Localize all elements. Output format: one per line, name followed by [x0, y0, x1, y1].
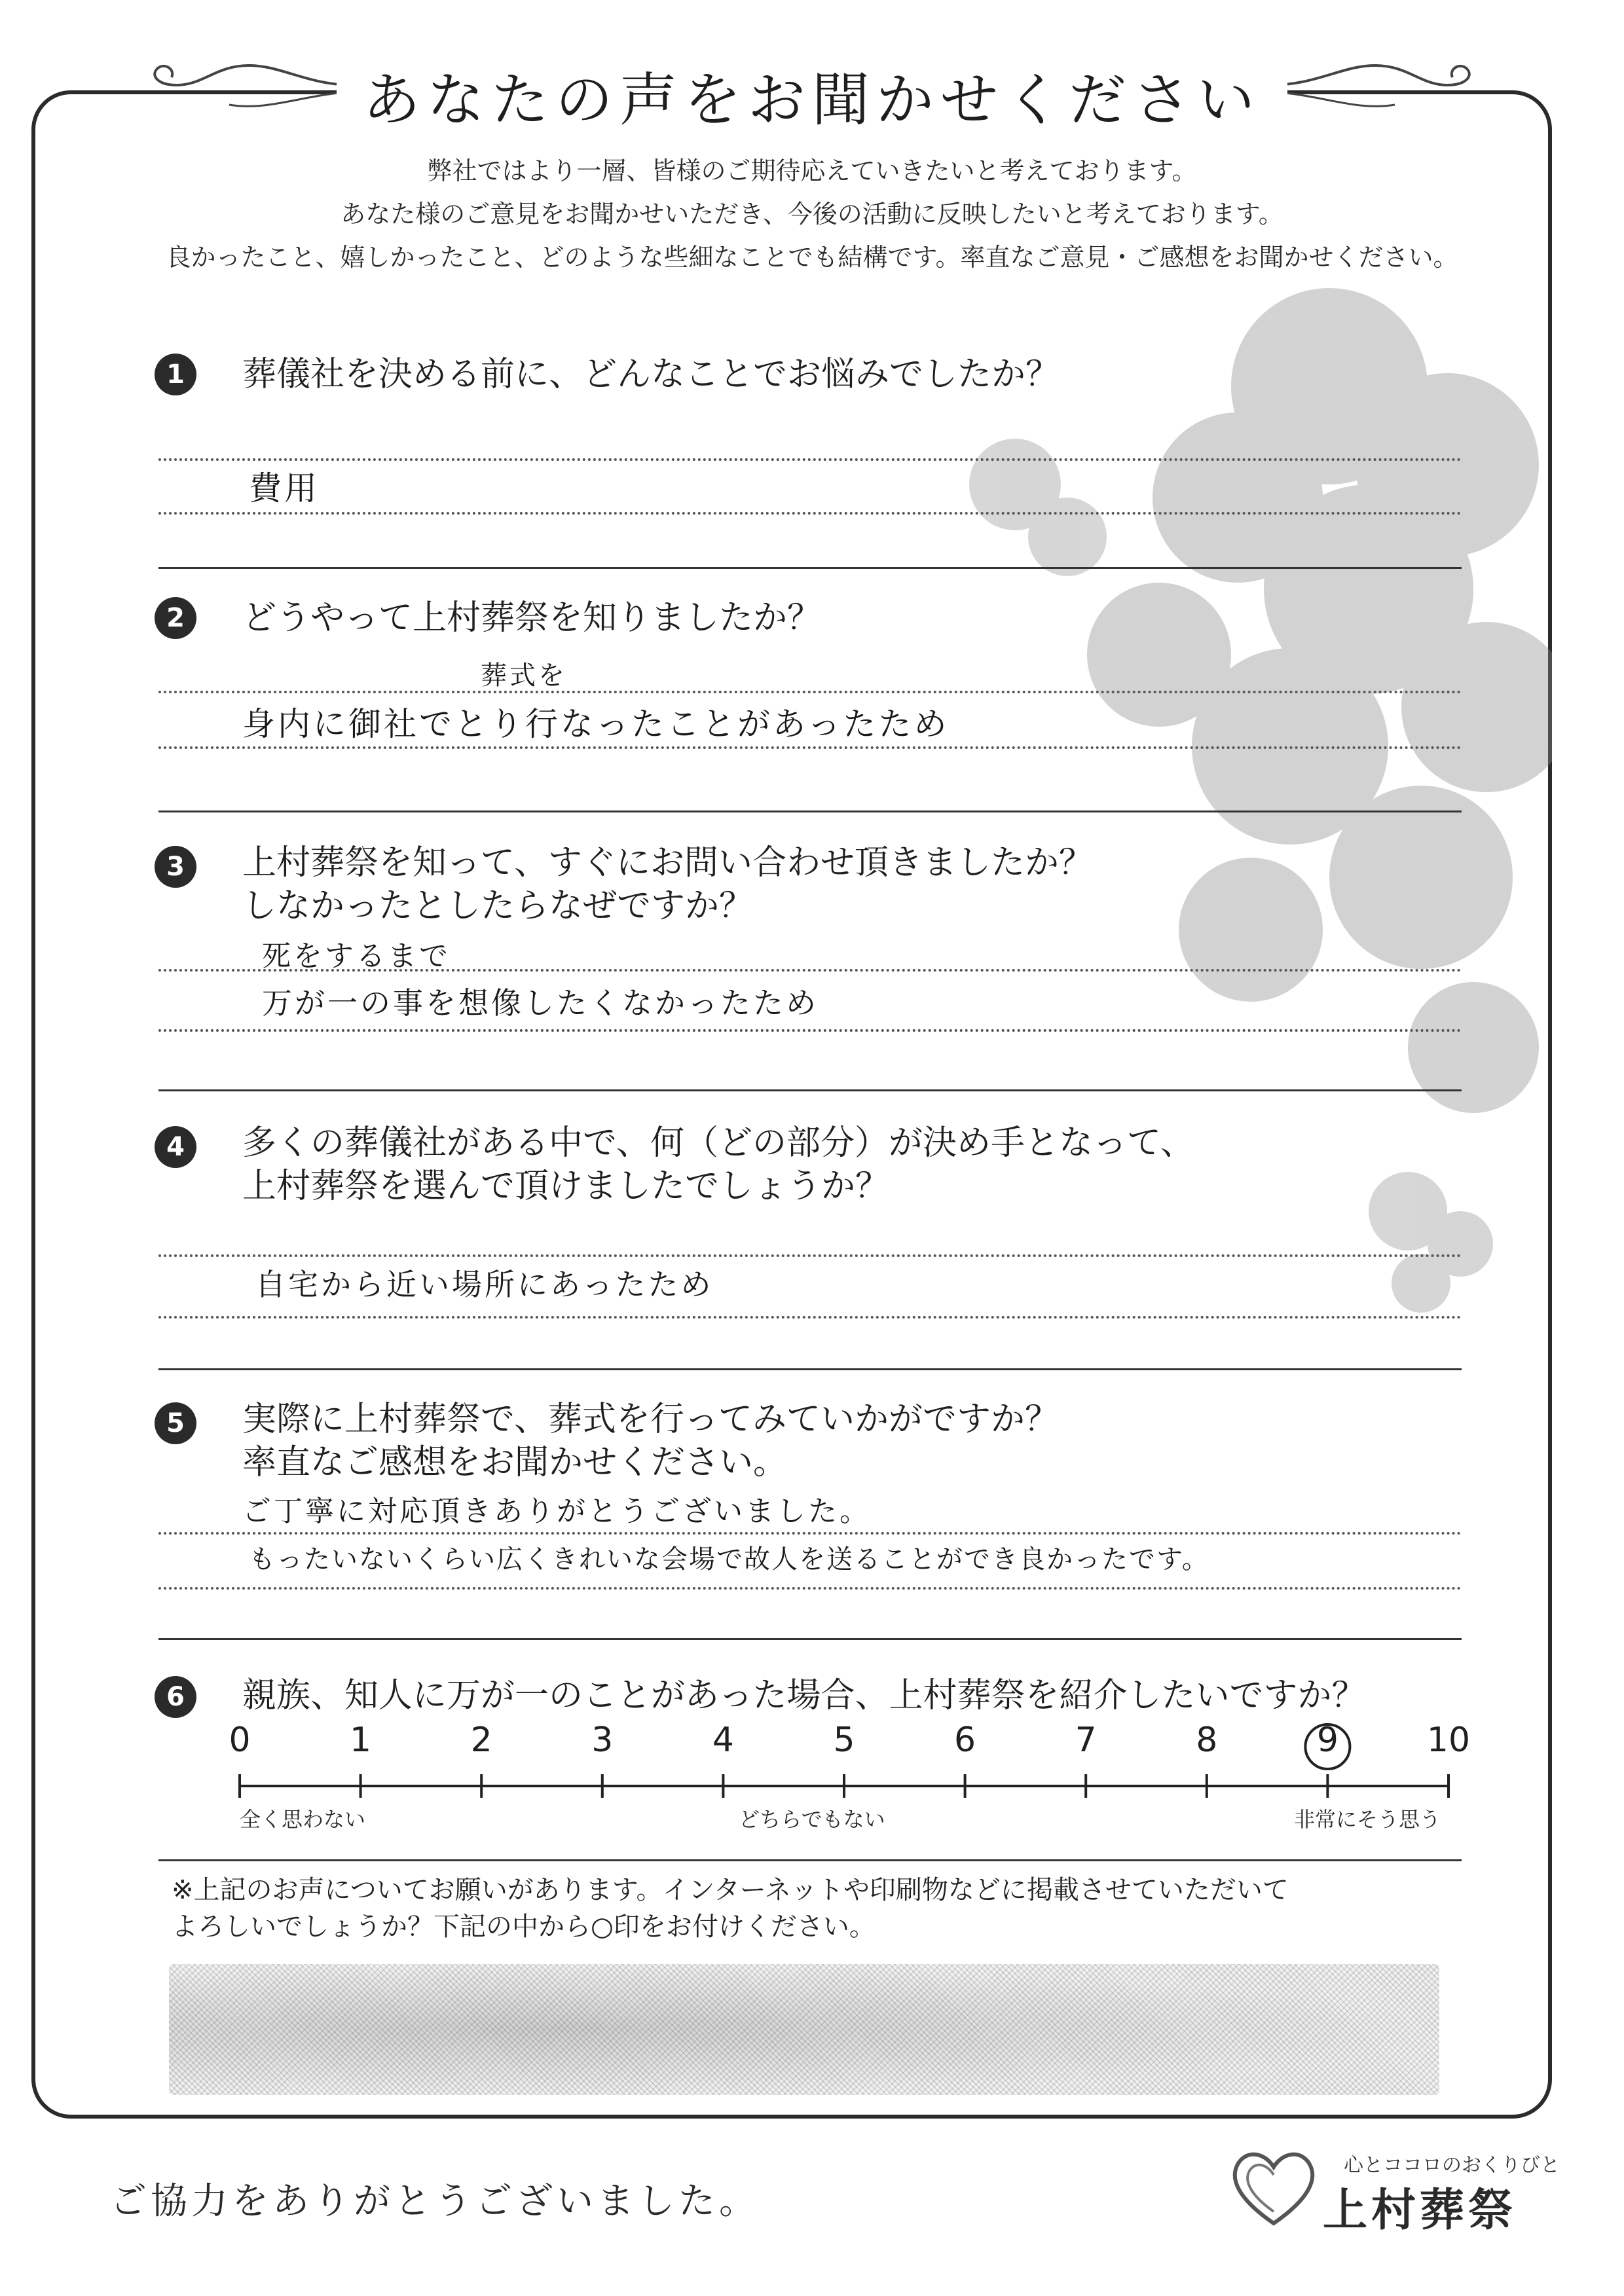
question-6-text: 親族、知人に万が一のことがあった場合、上村葬祭を紹介したいですか？ [242, 1676, 1366, 1715]
answer-2-handwritten: 身内に御社でとり行なったことがあったため [242, 705, 950, 743]
question-4-text-line1: 多くの葬儀社がある中で、何（どの部分）が決め手となって、 [242, 1123, 1194, 1163]
page-title: あなたの声をお聞かせください [337, 58, 1287, 143]
answer-3-handwritten-line2: 万が一の事を想像したくなかったため [262, 985, 819, 1021]
scale-number: 0 [229, 1721, 251, 1760]
answer-5-handwritten-line1: ご丁寧に対応頂きありがとうございました。 [242, 1495, 871, 1528]
question-number-badge: 3 [155, 846, 196, 888]
answer-2-insertion-note: 葬式を [481, 661, 567, 691]
scale-number: 6 [954, 1721, 976, 1760]
logo-name: 上村葬祭 [1323, 2185, 1517, 2236]
intro-line: 弊社ではより一層、皆様のご期待応えていきたいと考えております。 [427, 156, 1197, 185]
question-5-text-line2: 率直なご感想をお聞かせください。 [242, 1443, 788, 1482]
redacted-consent-area [169, 1964, 1439, 2095]
question-4-text-line2: 上村葬祭を選んで頂けましたでしょうか？ [242, 1167, 890, 1206]
question-1-text: 葬儀社を決める前に、どんなことでお悩みでしたか？ [242, 355, 1060, 394]
scale-number: 5 [833, 1721, 855, 1760]
scale-number: 8 [1196, 1721, 1218, 1760]
scale-number: 9 [1316, 1721, 1338, 1760]
logo-tagline: 心とココロのおくりびと [1344, 2154, 1560, 2177]
question-number-badge: 5 [155, 1402, 196, 1444]
publication-note-line2: よろしいでしょうか？下記の中から○印をお付けください。 [172, 1912, 876, 1942]
thanks-message: ご協力をありがとうございました。 [110, 2180, 760, 2223]
answer-4-handwritten: 自宅から近い場所にあったため [255, 1267, 714, 1302]
answer-3-handwritten-line1: 死をするまで [262, 939, 451, 973]
scale-number: 10 [1426, 1721, 1471, 1760]
answer-5-handwritten-line2: もったいないくらい広くきれいな会場で故人を送ることができ良かったです。 [249, 1544, 1209, 1575]
answer-1-handwritten: 費用 [249, 469, 320, 507]
scale-label-low: 全く思わない [240, 1807, 366, 1832]
section-divider [158, 1859, 1462, 1861]
question-number-badge: 6 [155, 1676, 196, 1718]
scale-number: 2 [470, 1721, 492, 1760]
scale-label-mid: どちらでもない [739, 1807, 885, 1832]
intro-line: あなた様のご意見をお聞かせいただき、今後の活動に反映したいと考えております。 [341, 200, 1283, 228]
heart-logo-icon [1225, 2140, 1323, 2231]
publication-note-line1: ※上記のお声についてお願いがあります。インターネットや印刷物などに掲載させていただいて [172, 1875, 1289, 1905]
intro-line: 良かったこと、嬉しかったこと、どのような些細なことでも結構です。率直なご意見・ご感想をお聞かせください。 [166, 243, 1458, 272]
question-3-text-line1: 上村葬祭を知って、すぐにお問い合わせ頂きましたか？ [242, 843, 1093, 883]
question-5-text-line1: 実際に上村葬祭で、葬式を行ってみていかがですか？ [242, 1400, 1059, 1439]
question-number-badge: 1 [155, 354, 196, 395]
scale-number: 4 [712, 1721, 734, 1760]
question-3-text-line2: しなかったとしたらなぜですか？ [242, 886, 754, 926]
scale-number: 3 [591, 1721, 614, 1760]
scale-label-high: 非常にそう思う [1294, 1807, 1441, 1832]
question-number-badge: 2 [155, 597, 196, 639]
scale-number: 7 [1075, 1721, 1097, 1760]
question-number-badge: 4 [155, 1126, 196, 1168]
question-2-text: どうやって上村葬祭を知りましたか？ [242, 598, 822, 638]
scale-number: 1 [350, 1721, 372, 1760]
